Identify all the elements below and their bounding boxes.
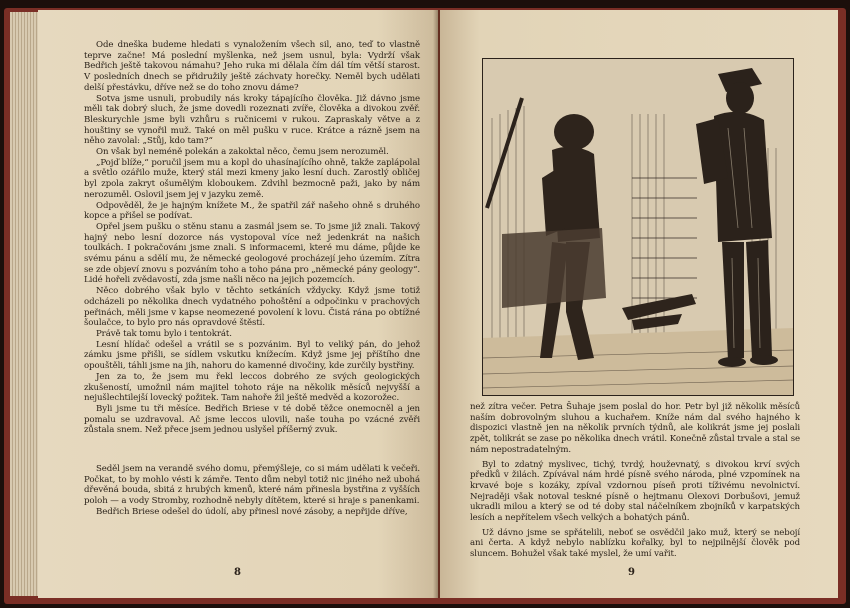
paragraph: Jen za to, že jsem mu řekl leccos dobrého ze svých geologických zkušeností, umožnil nám majitel tohoto ráje na několik měsíců nejvyšší a nejušlechtilejší lovecký požitek. Tam nahoře žil ještě medvěd a kozorožec. — [84, 371, 420, 404]
paragraph: Seděl jsem na verandě svého domu, přemýšleje, co si mám udělati k večeři. Počkat, to by mohlo vésti k zámře. Tento dům nebyl totiž nic jiného než ubohá dřevěná bouda, sbitá z hrubých kmenů, které nám přinesla bystřina z vyšších poloh — a vody Stromby, rozhodně nebyly dítětem, které si hraje s panenkami. — [84, 464, 420, 507]
paragraph: Byl to zdatný myslivec, tichý, tvrdý, houževnatý, s divokou krví svých předků v žilách. Zpívával nám hrdé písně svého národa, plné vzpomínek na krvavé boje s kozáky, zpíval vzdornou píseň proti tíživému nevolnictví. Nejraději však notoval teskné písně o hejtmanu Olexovi Dorbušovi, jemuž ukradli milou a který se od té doby stal náčelníkem zbojníků v karpatských lesích a nepřítelem všech velkých a bohatých pánů. — [470, 459, 800, 524]
left-page-text — [84, 40, 420, 518]
paragraph: On však byl neméně polekán a zakoktal něco, čemu jsem nerozuměl. — [96, 147, 389, 158]
page-edges — [10, 12, 40, 596]
paragraph: Lesní hlídač odešel a vrátil se s pozvánim. Byl to veliký pán, do jehož zámku jsme přišli, se sídlem vskutku knížecím. Když jsme jej příštího dne opouštěli, táhli jsme na jih, nahoru do kamenné divočiny, kde zurčily bystřiny. — [84, 339, 420, 372]
right-page — [440, 10, 838, 598]
paragraph: Už dávno jsme se spřátelili, neboť se osvědčil jako muž, který se nebojí ani čerta. A když nebylo nablízku kořalky, byl to nejpilnější člověk pod sluncem. Bohužel však také myslel, že umí vařit. — [470, 527, 800, 560]
section-break — [84, 436, 420, 464]
woodcut-illustration — [482, 58, 794, 396]
paragraph: než zítra večer. Petra Šuhaje jsem poslal do hor. Petr byl již několik měsíců naším dobrovolným sluhou a kuchařem. Kníže nám dal svého hajného k dispozici vlastně jen na několik prvních týdnů, ale kolikrát jsme jej poslali zpět, tolikrát se zase po několika dnech vrátil. Konečně zůstal trvale a stal se nám nepostradatelným. — [470, 402, 800, 455]
paragraph: Byli jsme tu tři měsíce. Bedřich Briese v té době těžce onemocněl a jen pomalu se uzdravoval. Ač jsme leccos ulovili, naše touha po vzácné zvěři zůstala snem. Než přece jsem jednou uslyšel příšerný zvuk. — [84, 403, 420, 436]
right-page-text — [470, 402, 800, 564]
paragraph: Odpověděl, že je hajným knížete M., že spatřil zář našeho ohně s druhého kopce a přišel se podívat. — [84, 200, 420, 222]
paragraph: Opřel jsem pušku o stěnu stanu a zasmál jsem se. To jsme již znali. Takový hajný nebo lesní dozorce nás vystopoval více než jedenkrát na našich toulkách. I pokračovánı jsme znali. S informacemi, které mu dáme, půjde ke svému pánu a sdělí mu, že německé geologové procházejí jeho územím. Zítra se zde objeví znovu s pozváním toho a toho pána pro „německé pány geology“. Lidé hořeli zvědavostí, zda jsme našli něco na jejich pozemcích. — [84, 221, 420, 286]
paragraph: Právě tak tomu bylo i tentokrát. — [96, 328, 232, 339]
paragraph: Ode dneška budeme hledati s vynaložením všech sil, ano, teď to vlastně teprve začne! Má poslední myšlenka, než jsem usnul, byla: Vydrží však Bedřich ještě takovou námahu? Jeho ruka mi dělala čím dál tím větší starost. V posledních dnech se přidružily ještě záchvaty horečky. Neměl bych udělati delší přestávku, dříve než se do toho znovu dáme? — [84, 40, 420, 93]
left-page — [38, 10, 438, 598]
paragraph: Bedřich Briese odešel do údolí, aby přinesl nové zásoby, a nepřijde dříve, — [96, 506, 408, 517]
paragraph: Něco dobrého však bylo v těchto setkáních vždycky. Když jsme totiž odcházeli po několika dnech vydatného pohoštění a odpočinku v prachových peřinách, měli jsme v kapse neomezené povolení k lovu. Čistá rána po obtížné šoulačce, to bylo pro nás opravdové štěstí. — [84, 286, 420, 329]
paragraph: „Pojď blíže,“ poručil jsem mu a kopl do uhasínajícího ohně, takže zaplápolal a světlo ozářilo muže, který stál mezi kmeny jako lesní duch. Zarostlý obličej byl zpola zakryt ošumělým kloboukem. Zdvihl bezmocně paži, jako by nám nerozuměl. Oslovil jsem jej v jazyku země. — [84, 157, 420, 200]
page-number: 8 — [234, 567, 241, 578]
page-number: 9 — [628, 567, 635, 578]
paragraph: Sotva jsme usnuli, probudily nás kroky tápajícího člověka. Již dávno jsme měli tak dobrý sluch, že jsme dovedli rozeznati zvíře, člověka a divokou zvěř. Bleskurychle jsme byli vzhůru s ručnicemi v rukou. Zapraskaly větve a z houštiny se vynořil muž. Také on měl pušku v ruce. Krátce a rázně jsem na něho zavolal: „Stůj, kdo tam?“ — [84, 93, 420, 147]
